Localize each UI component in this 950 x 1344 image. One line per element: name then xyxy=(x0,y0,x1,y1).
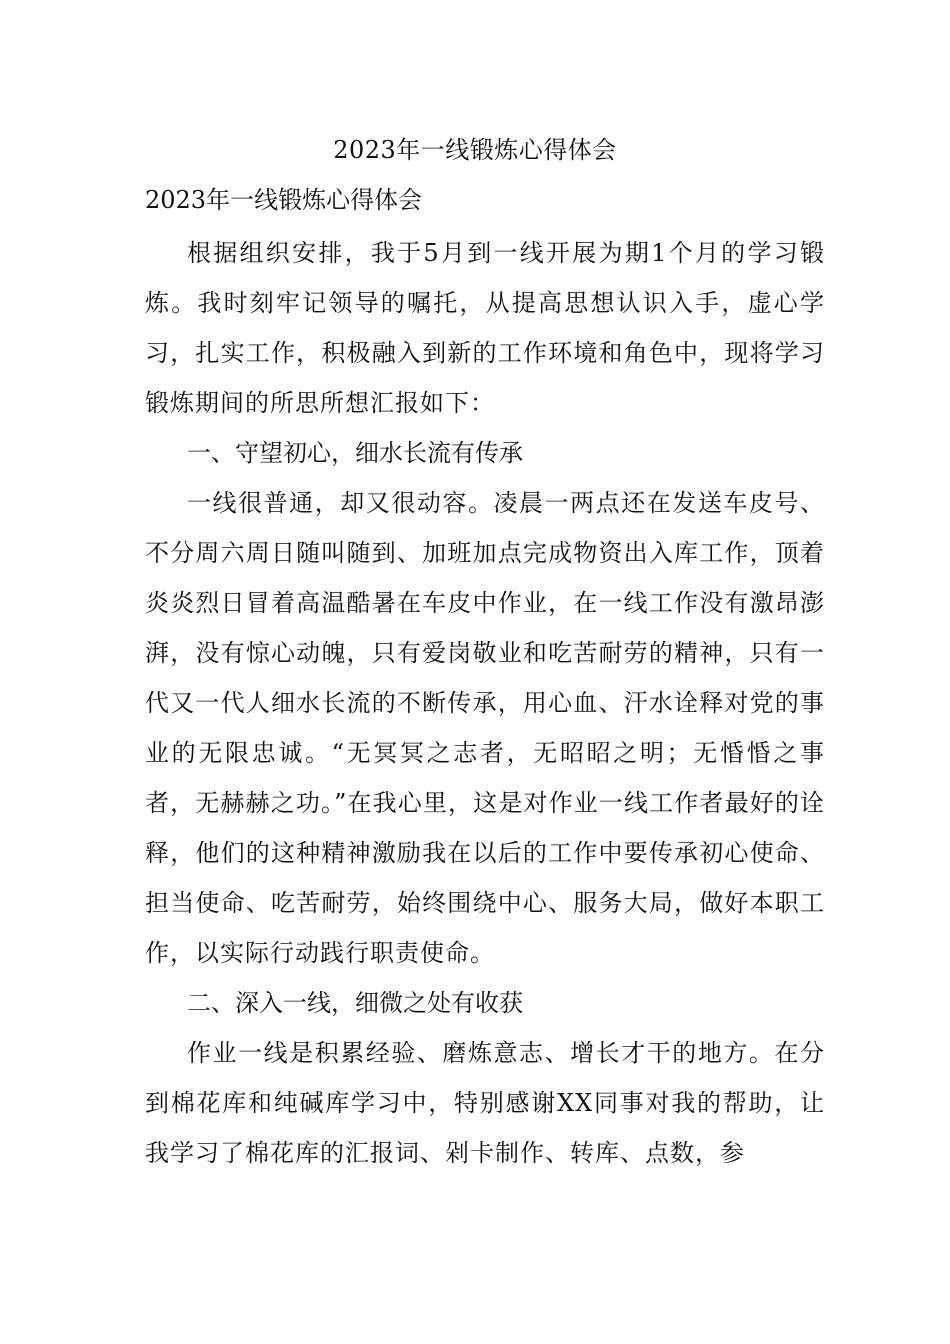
document-title: 2023年一线锻炼心得体会 xyxy=(333,136,617,164)
section-2-paragraph: 作业一线是积累经验、磨炼意志、增长才干的地方。在分到棉花库和纯碱库学习中，特别感谢XX同事对我的帮助，让我学习了棉花库的汇报词、剁卡制作、转库、点数，参 xyxy=(145,1039,825,1167)
document-subtitle: 2023年一线锻炼心得体会 xyxy=(145,186,423,214)
section-2-heading: 二、深入一线，细微之处有收获 xyxy=(187,989,523,1017)
section-1-paragraph: 一线很普通，却又很动容。凌晨一两点还在发送车皮号、不分周六周日随叫随到、加班加点完成物资出入库工作，顶着炎炎烈日冒着高温酷暑在车皮中作业，在一线工作没有激昂澎湃，没有惊心动魄，只有爱岗敬业和吃苦耐劳的精神，只有一代又一代人细水长流的不断传承，用心血、汗水诠释对党的事业的无限忠诚。“无冥冥之志者，无昭昭之明；无惛惛之事者，无赫赫之功。”在我心里，这是对作业一线工作者最好的诠释，他们的这种精神激励我在以后的工作中要传承初心使命、担当使命、吃苦耐劳，始终围绕中心、服务大局，做好本职工作，以实际行动践行职责使命。 xyxy=(145,489,825,967)
intro-paragraph: 根据组织安排，我于5月到一线开展为期1个月的学习锻炼。我时刻牢记领导的嘱托，从提高思想认识入手，虚心学习，扎实工作，积极融入到新的工作环境和角色中，现将学习锻炼期间的所思所想汇报如下： xyxy=(145,239,825,417)
section-1-heading: 一、守望初心，细水长流有传承 xyxy=(187,439,523,467)
document-body xyxy=(145,182,825,1178)
